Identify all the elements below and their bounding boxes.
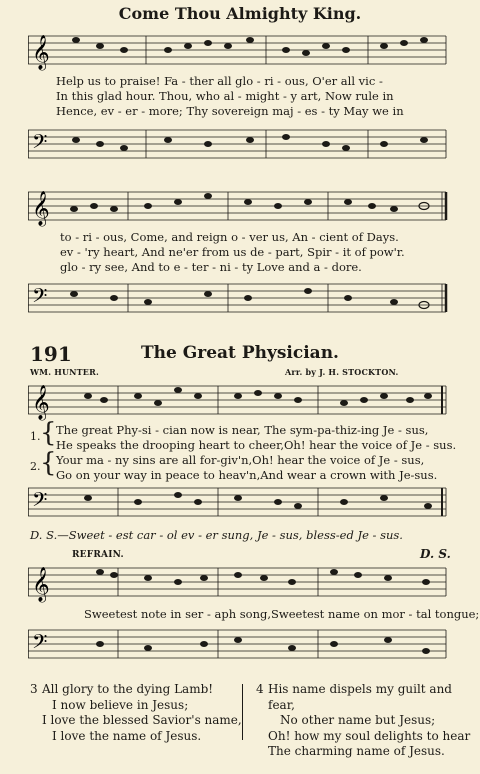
svg-text:𝄢: 𝄢: [32, 284, 48, 312]
svg-text:𝄞: 𝄞: [32, 191, 50, 226]
svg-text:𝄢: 𝄢: [32, 488, 48, 516]
lyric-line: Help us to praise! Fa - ther all glo - ri - ous, O'er all vic -: [56, 74, 383, 88]
verse-number: 2.: [30, 460, 41, 473]
svg-text:𝄢: 𝄢: [32, 630, 48, 658]
verse-line: I now believe in Jesus;: [52, 697, 189, 712]
music-staff-treble: [28, 30, 448, 74]
verse-line: I love the name of Jesus.: [52, 728, 202, 743]
verse-line: The charming name of Jesus.: [268, 744, 445, 758]
music-staff-bass: [28, 482, 448, 526]
arranger-credit: Arr. by J. H. STOCKTON.: [285, 367, 399, 377]
lyric-line: Hence, ev - er - more; Thy sovereign maj - es - ty May we in: [56, 104, 404, 118]
verse-line: His name dispels my guilt and fear,: [268, 682, 452, 712]
hymn-title: Come Thou Almighty King.: [118, 4, 362, 23]
svg-text:𝄞: 𝄞: [32, 567, 50, 602]
music-staff-treble: [28, 378, 448, 424]
lyric-line: glo - ry see, And to e - ter - ni - ty Love and a - dore.: [60, 260, 362, 274]
verse-4-block: [268, 682, 480, 760]
hymn-title: The Great Physician.: [141, 343, 339, 363]
lyric-line: Go on your way in peace to heav'n,And wear a crown with Je-sus.: [56, 468, 438, 482]
verse-line: Oh! how my soul delights to hear: [268, 728, 471, 743]
svg-text:𝄞: 𝄞: [32, 385, 50, 420]
lyric-line: Your ma - ny sins are all for-giv'n,Oh! hear the voice of Je - sus,: [56, 453, 425, 467]
verse-number: 4: [256, 682, 264, 696]
lyric-line: to - ri - ous, Come, and reign o - ver us, An - cient of Days.: [60, 230, 399, 244]
verse-3-block: [42, 682, 242, 744]
verse-line: I love the blessed Savior's name,: [42, 713, 242, 727]
music-staff-treble: [28, 186, 448, 230]
lyric-line: ev - 'ry heart, And ne'er from us de - part, Spir - it of pow'r.: [60, 245, 405, 259]
lyric-line: The great Phy-si - cian now is near, The sym-pa-thiz-ing Je - sus,: [56, 423, 429, 437]
svg-text:𝄢: 𝄢: [32, 130, 48, 158]
verse-line: All glory to the dying Lamb!: [42, 682, 214, 696]
music-staff-bass: [28, 622, 448, 668]
lyric-line: He speaks the drooping heart to cheer,Oh! hear the voice of Je - sus.: [56, 438, 457, 452]
ds-mark: D. S.: [420, 547, 451, 561]
refrain-label: REFRAIN.: [72, 550, 124, 560]
verse-divider: [242, 684, 243, 740]
hymn-number: 191: [30, 342, 72, 366]
svg-text:𝄞: 𝄞: [32, 35, 50, 70]
verse-line: No other name but Jesus;: [280, 713, 436, 727]
verse-number: 3: [30, 682, 38, 696]
ds-lyric-line: D. S.—Sweet - est car - ol ev - er sung, Je - sus, bless-ed Je - sus.: [30, 528, 403, 542]
lyric-line: Sweetest note in ser - aph song,Sweetest name on mor - tal tongue;: [84, 607, 480, 621]
music-staff-bass: [28, 122, 448, 166]
lyric-line: In this glad hour. Thou, who al - might - y art, Now rule in: [56, 89, 394, 103]
verse-number: 1.: [30, 430, 41, 443]
music-staff-bass: [28, 276, 448, 320]
music-staff-treble: [28, 560, 448, 606]
author-credit: WM. HUNTER.: [30, 367, 99, 377]
